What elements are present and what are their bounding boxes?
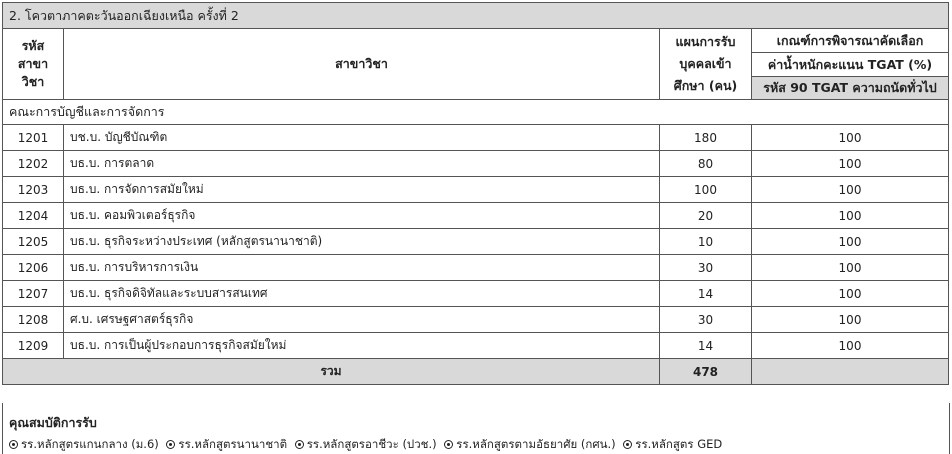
row-major: บธ.บ. ธุรกิจดิจิทัลและระบบสารสนเทศ	[64, 281, 660, 307]
row-major: บช.บ. บัญชีบัณฑิต	[64, 125, 660, 151]
row-plan: 80	[660, 151, 752, 177]
faculty-row	[3, 100, 949, 125]
table-title-row	[3, 3, 949, 29]
row-code: 1208	[3, 307, 64, 333]
row-weight: 100	[752, 229, 949, 255]
qualifications-list	[9, 436, 726, 454]
bullet-icon	[623, 440, 632, 449]
header-row	[3, 29, 949, 53]
header-plan: แผนการรับ บุคคลเข้าศึกษา (คน)	[660, 29, 752, 100]
row-code: 1202	[3, 151, 64, 177]
row-major: ศ.บ. เศรษฐศาสตร์ธุรกิจ	[64, 307, 660, 333]
table-row	[3, 281, 949, 307]
bullet-icon	[166, 440, 175, 449]
table-row	[3, 125, 949, 151]
row-weight: 100	[752, 255, 949, 281]
table-row	[3, 177, 949, 203]
faculty-name: คณะการบัญชีและการจัดการ	[3, 100, 949, 125]
total-value: 478	[660, 359, 752, 385]
row-plan: 14	[660, 333, 752, 359]
table-row	[3, 229, 949, 255]
qualification-item: รร.หลักสูตรแกนกลาง (ม.6)	[9, 437, 159, 451]
qualification-item: รร.หลักสูตรอาชีวะ (ปวช.)	[295, 437, 437, 451]
row-plan: 20	[660, 203, 752, 229]
table-title: 2. โควตาภาคตะวันออกเฉียงเหนือ ครั้งที่ 2	[3, 3, 949, 29]
row-code: 1205	[3, 229, 64, 255]
header-major: สาขาวิชา	[64, 29, 660, 100]
qualifications-title: คุณสมบัติการรับ	[9, 415, 97, 430]
qualification-item: รร.หลักสูตรนานาชาติ	[166, 437, 287, 451]
table-row	[3, 203, 949, 229]
row-weight: 100	[752, 307, 949, 333]
table-row	[3, 307, 949, 333]
row-major: บธ.บ. คอมพิวเตอร์ธุรกิจ	[64, 203, 660, 229]
qualification-item: รร.หลักสูตร GED	[623, 437, 722, 451]
row-code: 1209	[3, 333, 64, 359]
header-weight: ค่าน้ำหนักคะแนน TGAT (%)	[752, 53, 949, 77]
header-subject: รหัส 90 TGAT ความถนัดทั่วไป	[752, 77, 949, 100]
bullet-icon	[295, 440, 304, 449]
row-weight: 100	[752, 177, 949, 203]
row-code: 1206	[3, 255, 64, 281]
table-row	[3, 255, 949, 281]
total-empty	[752, 359, 949, 385]
total-row	[3, 359, 949, 385]
row-plan: 100	[660, 177, 752, 203]
row-major: บธ.บ. การจัดการสมัยใหม่	[64, 177, 660, 203]
bullet-icon	[9, 440, 18, 449]
table-row	[3, 151, 949, 177]
row-weight: 100	[752, 281, 949, 307]
row-code: 1201	[3, 125, 64, 151]
row-plan: 10	[660, 229, 752, 255]
header-code: รหัส สาขาวิชา	[3, 29, 64, 100]
row-weight: 100	[752, 151, 949, 177]
row-plan: 30	[660, 255, 752, 281]
qualifications-section	[2, 403, 950, 454]
row-plan: 14	[660, 281, 752, 307]
row-plan: 180	[660, 125, 752, 151]
bullet-icon	[444, 440, 453, 449]
qualification-item: รร.หลักสูตรตามอัธยาศัย (กศน.)	[444, 437, 615, 451]
row-plan: 30	[660, 307, 752, 333]
row-weight: 100	[752, 125, 949, 151]
row-major: บธ.บ. ธุรกิจระหว่างประเทศ (หลักสูตรนานาชาติ)	[64, 229, 660, 255]
row-weight: 100	[752, 333, 949, 359]
row-code: 1204	[3, 203, 64, 229]
row-code: 1207	[3, 281, 64, 307]
table-row	[3, 333, 949, 359]
row-major: บธ.บ. การตลาด	[64, 151, 660, 177]
row-weight: 100	[752, 203, 949, 229]
row-code: 1203	[3, 177, 64, 203]
row-major: บธ.บ. การบริหารการเงิน	[64, 255, 660, 281]
quota-table	[2, 2, 949, 385]
total-label: รวม	[3, 359, 660, 385]
row-major: บธ.บ. การเป็นผู้ประกอบการธุรกิจสมัยใหม่	[64, 333, 660, 359]
header-criteria: เกณฑ์การพิจารณาคัดเลือก	[752, 29, 949, 53]
